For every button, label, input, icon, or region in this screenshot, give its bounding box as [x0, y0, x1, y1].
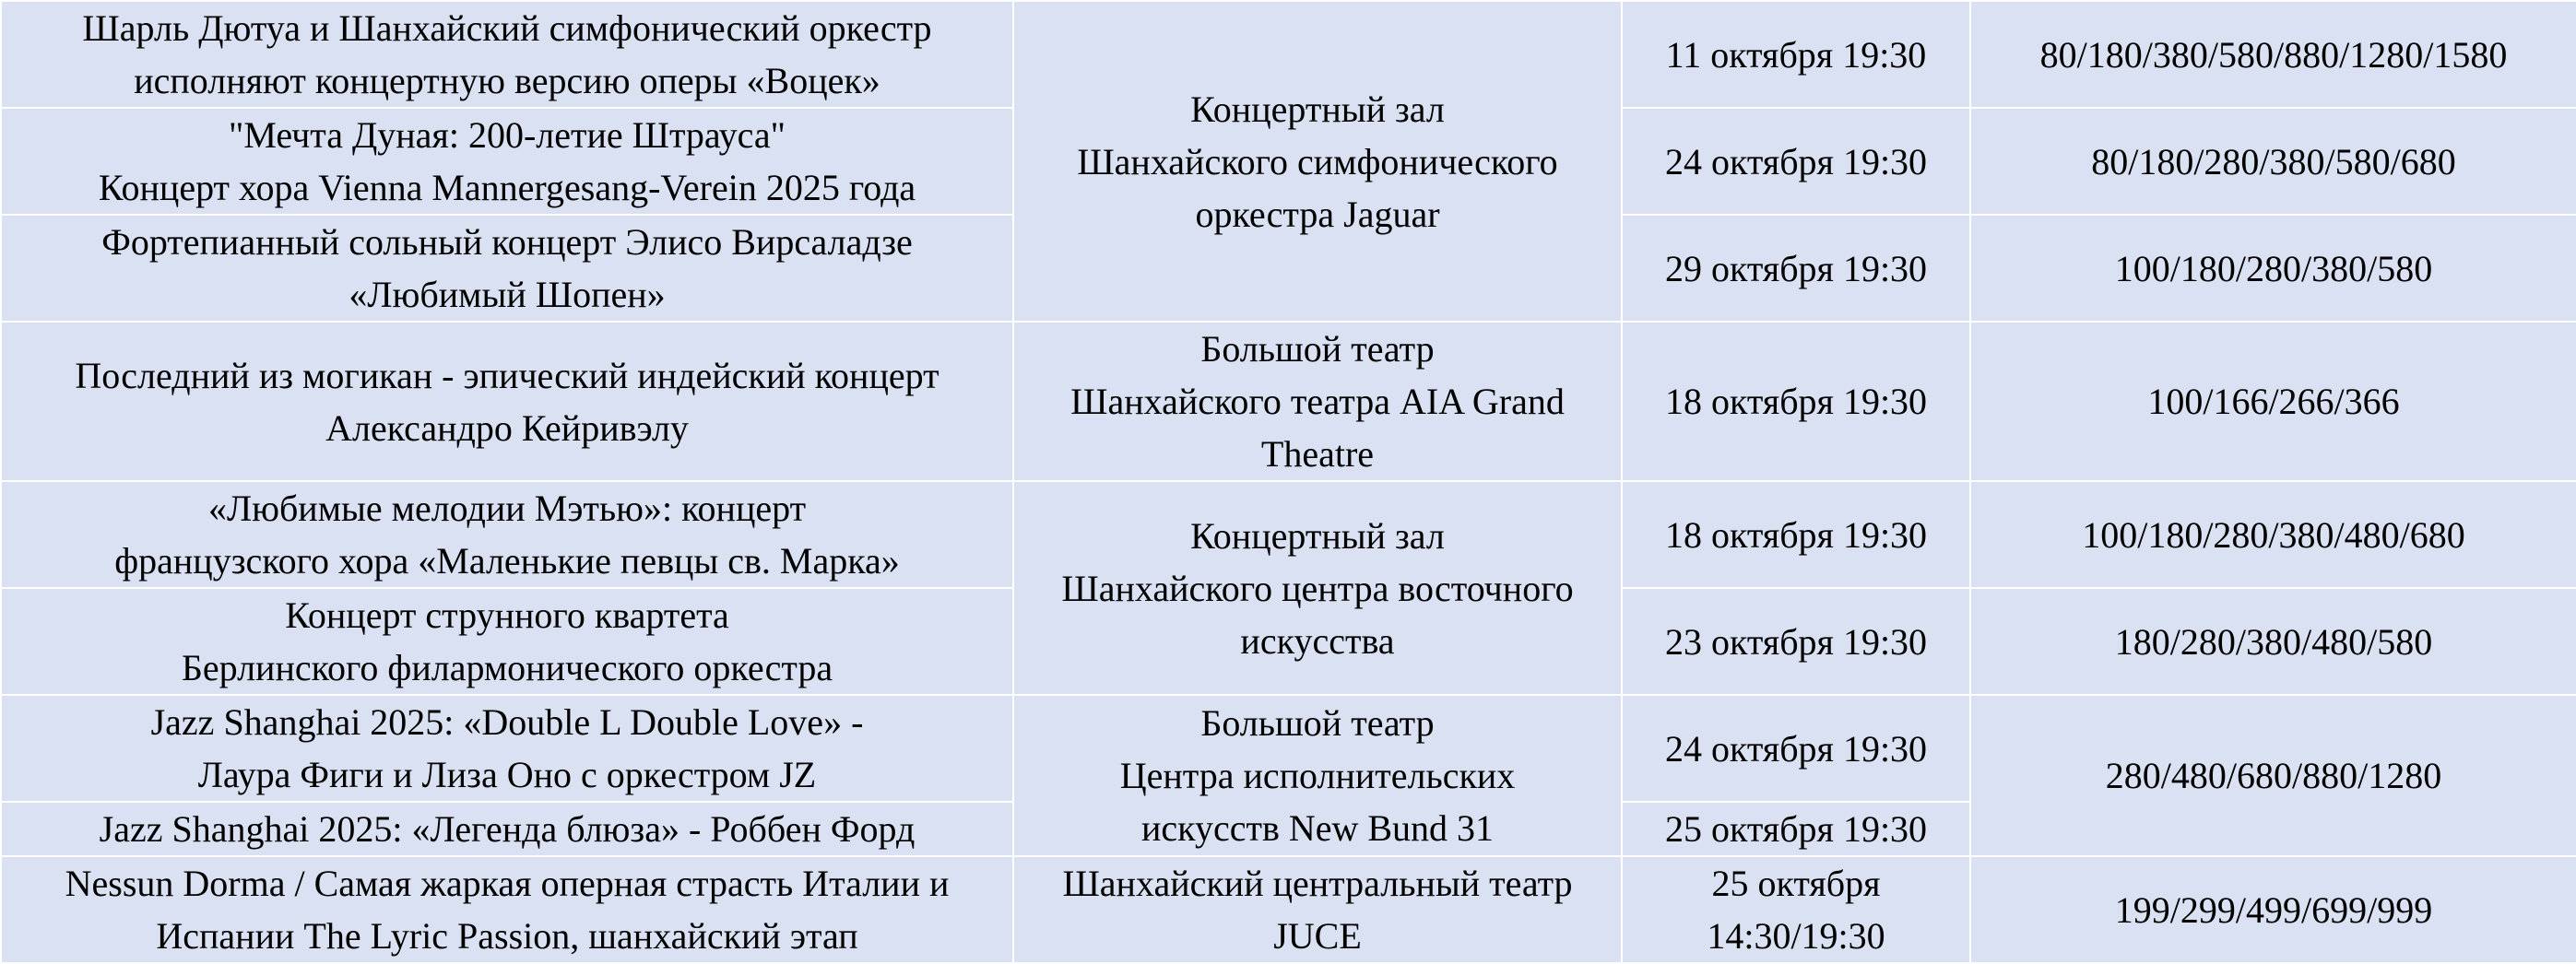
date-cell: 24 октября 19:30	[1622, 108, 1970, 215]
price-cell: 80/180/280/380/580/680	[1970, 108, 2576, 215]
price-cell: 280/480/680/880/1280	[1970, 695, 2576, 856]
event-cell: Nessun Dorma / Самая жаркая оперная страсть Италии и Испании The Lyric Passion, шанхайский этап	[1, 856, 1013, 963]
event-cell: Концерт струнного квартета Берлинского филармонического оркестра	[1, 588, 1013, 695]
date-cell: 24 октября 19:30	[1622, 695, 1970, 802]
event-cell: «Любимые мелодии Мэтью»: концерт французского хора «Маленькие певцы св. Марка»	[1, 481, 1013, 588]
price-cell: 180/280/380/480/580	[1970, 588, 2576, 695]
event-cell: "Мечта Дуная: 200-летие Штрауса" Концерт хора Vienna Mannergesang-Verein 2025 года	[1, 108, 1013, 215]
price-cell: 100/180/280/380/480/680	[1970, 481, 2576, 588]
venue-cell: Большой театр Шанхайского театра AIA Grand Theatre	[1013, 322, 1622, 481]
date-cell: 29 октября 19:30	[1622, 215, 1970, 322]
event-cell: Шарль Дютуа и Шанхайский симфонический оркестр исполняют концертную версию оперы «Воцек»	[1, 1, 1013, 108]
table-row	[1, 481, 2576, 588]
table-row	[1, 322, 2576, 481]
event-cell: Последний из могикан - эпический индейский концерт Александро Кейривэлу	[1, 322, 1013, 481]
date-cell: 18 октября 19:30	[1622, 322, 1970, 481]
venue-cell: Большой театр Центра исполнительских искусств New Bund 31	[1013, 695, 1622, 856]
date-cell: 25 октября 14:30/19:30	[1622, 856, 1970, 963]
event-cell: Jazz Shanghai 2025: «Double L Double Love» - Лаура Фиги и Лиза Оно с оркестром JZ	[1, 695, 1013, 802]
date-cell: 23 октября 19:30	[1622, 588, 1970, 695]
event-cell: Jazz Shanghai 2025: «Легенда блюза» - Роббен Форд	[1, 802, 1013, 856]
price-cell: 80/180/380/580/880/1280/1580	[1970, 1, 2576, 108]
venue-cell: Концертный зал Шанхайского центра восточного искусства	[1013, 481, 1622, 695]
venue-cell: Концертный зал Шанхайского симфонического оркестра Jaguar	[1013, 1, 1622, 322]
price-cell: 100/166/266/366	[1970, 322, 2576, 481]
table-row	[1, 1, 2576, 108]
price-cell: 199/299/499/699/999	[1970, 856, 2576, 963]
table-row	[1, 856, 2576, 963]
table-row	[1, 695, 2576, 802]
date-cell: 18 октября 19:30	[1622, 481, 1970, 588]
price-cell: 100/180/280/380/580	[1970, 215, 2576, 322]
event-cell: Фортепианный сольный концерт Элисо Вирсаладзе «Любимый Шопен»	[1, 215, 1013, 322]
date-cell: 25 октября 19:30	[1622, 802, 1970, 856]
venue-cell: Шанхайский центральный театр JUCE	[1013, 856, 1622, 963]
date-cell: 11 октября 19:30	[1622, 1, 1970, 108]
